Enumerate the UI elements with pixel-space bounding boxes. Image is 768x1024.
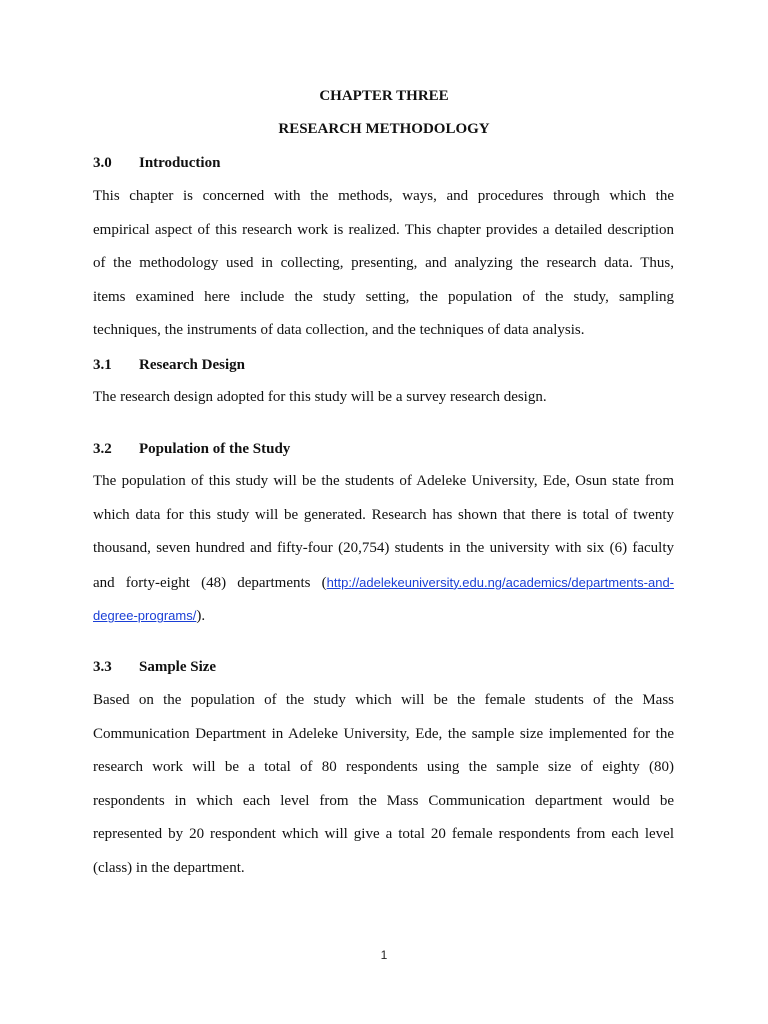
section-heading-research-design xyxy=(93,356,245,374)
section-title: Population of the Study xyxy=(139,441,291,457)
paragraph-line: The population of this study will be the students of Adeleke University, Ede, Osun state from xyxy=(93,473,674,489)
section-title: Research Design xyxy=(139,357,245,373)
section-heading-population xyxy=(93,440,290,458)
section-title: Introduction xyxy=(139,155,221,171)
departments-link-continued[interactable]: degree-programs/ xyxy=(93,608,197,624)
section-heading-sample-size xyxy=(93,658,216,676)
paragraph-line: techniques, the instruments of data collection, and the techniques of data analysis. xyxy=(93,322,585,339)
page-number: 1 xyxy=(380,948,388,962)
population-paragraph xyxy=(93,465,674,633)
section-heading-introduction xyxy=(93,154,220,172)
paragraph-line: respondents in which each level from the Mass Communication department would be xyxy=(93,792,674,809)
line-text: and forty-eight (48) departments ( xyxy=(93,574,327,591)
paragraph-line: Based on the population of the study which will be the female students of the Mass xyxy=(93,692,674,708)
section-number: 3.0 xyxy=(93,155,112,171)
paragraph-line: Communication Department in Adeleke University, Ede, the sample size implemented for the xyxy=(93,725,674,742)
introduction-paragraph xyxy=(93,180,674,348)
paragraph-line: thousand, seven hundred and fifty-four (20,754) students in the university with six (6) faculty xyxy=(93,540,674,557)
paragraph-line: items examined here include the study setting, the population of the study, sampling xyxy=(93,288,674,305)
section-number: 3.1 xyxy=(93,357,112,373)
paragraph-line xyxy=(93,599,674,633)
departments-link[interactable]: http://adelekeuniversity.edu.ng/academics/departments-and- xyxy=(326,574,674,590)
paragraph-line: This chapter is concerned with the methods, ways, and procedures through which the xyxy=(93,188,674,204)
paragraph-line: represented by 20 respondent which will give a total 20 female respondents from each level xyxy=(93,826,674,843)
section-number: 3.2 xyxy=(93,441,112,457)
sample-size-paragraph xyxy=(93,684,674,886)
paragraph-line: research work will be a total of 80 respondents using the sample size of eighty (80) xyxy=(93,759,674,776)
section-title: Sample Size xyxy=(139,659,217,675)
line-text: ). xyxy=(196,608,206,625)
section-number: 3.3 xyxy=(93,659,112,675)
research-design-paragraph xyxy=(93,381,674,415)
chapter-title: CHAPTER THREE xyxy=(319,88,449,104)
paragraph-line: (class) in the department. xyxy=(93,859,245,876)
paragraph-line: of the methodology used in collecting, presenting, and analyzing the research data. Thus, xyxy=(93,255,674,272)
paragraph-line: which data for this study will be generated. Research has shown that there is total of twenty xyxy=(93,506,674,523)
paragraph-line xyxy=(93,566,674,600)
paragraph-line: empirical aspect of this research work is realized. This chapter provides a detailed description xyxy=(93,221,674,238)
paragraph-line: The research design adopted for this study will be a survey research design. xyxy=(93,389,547,405)
chapter-subtitle: RESEARCH METHODOLOGY xyxy=(278,121,490,137)
